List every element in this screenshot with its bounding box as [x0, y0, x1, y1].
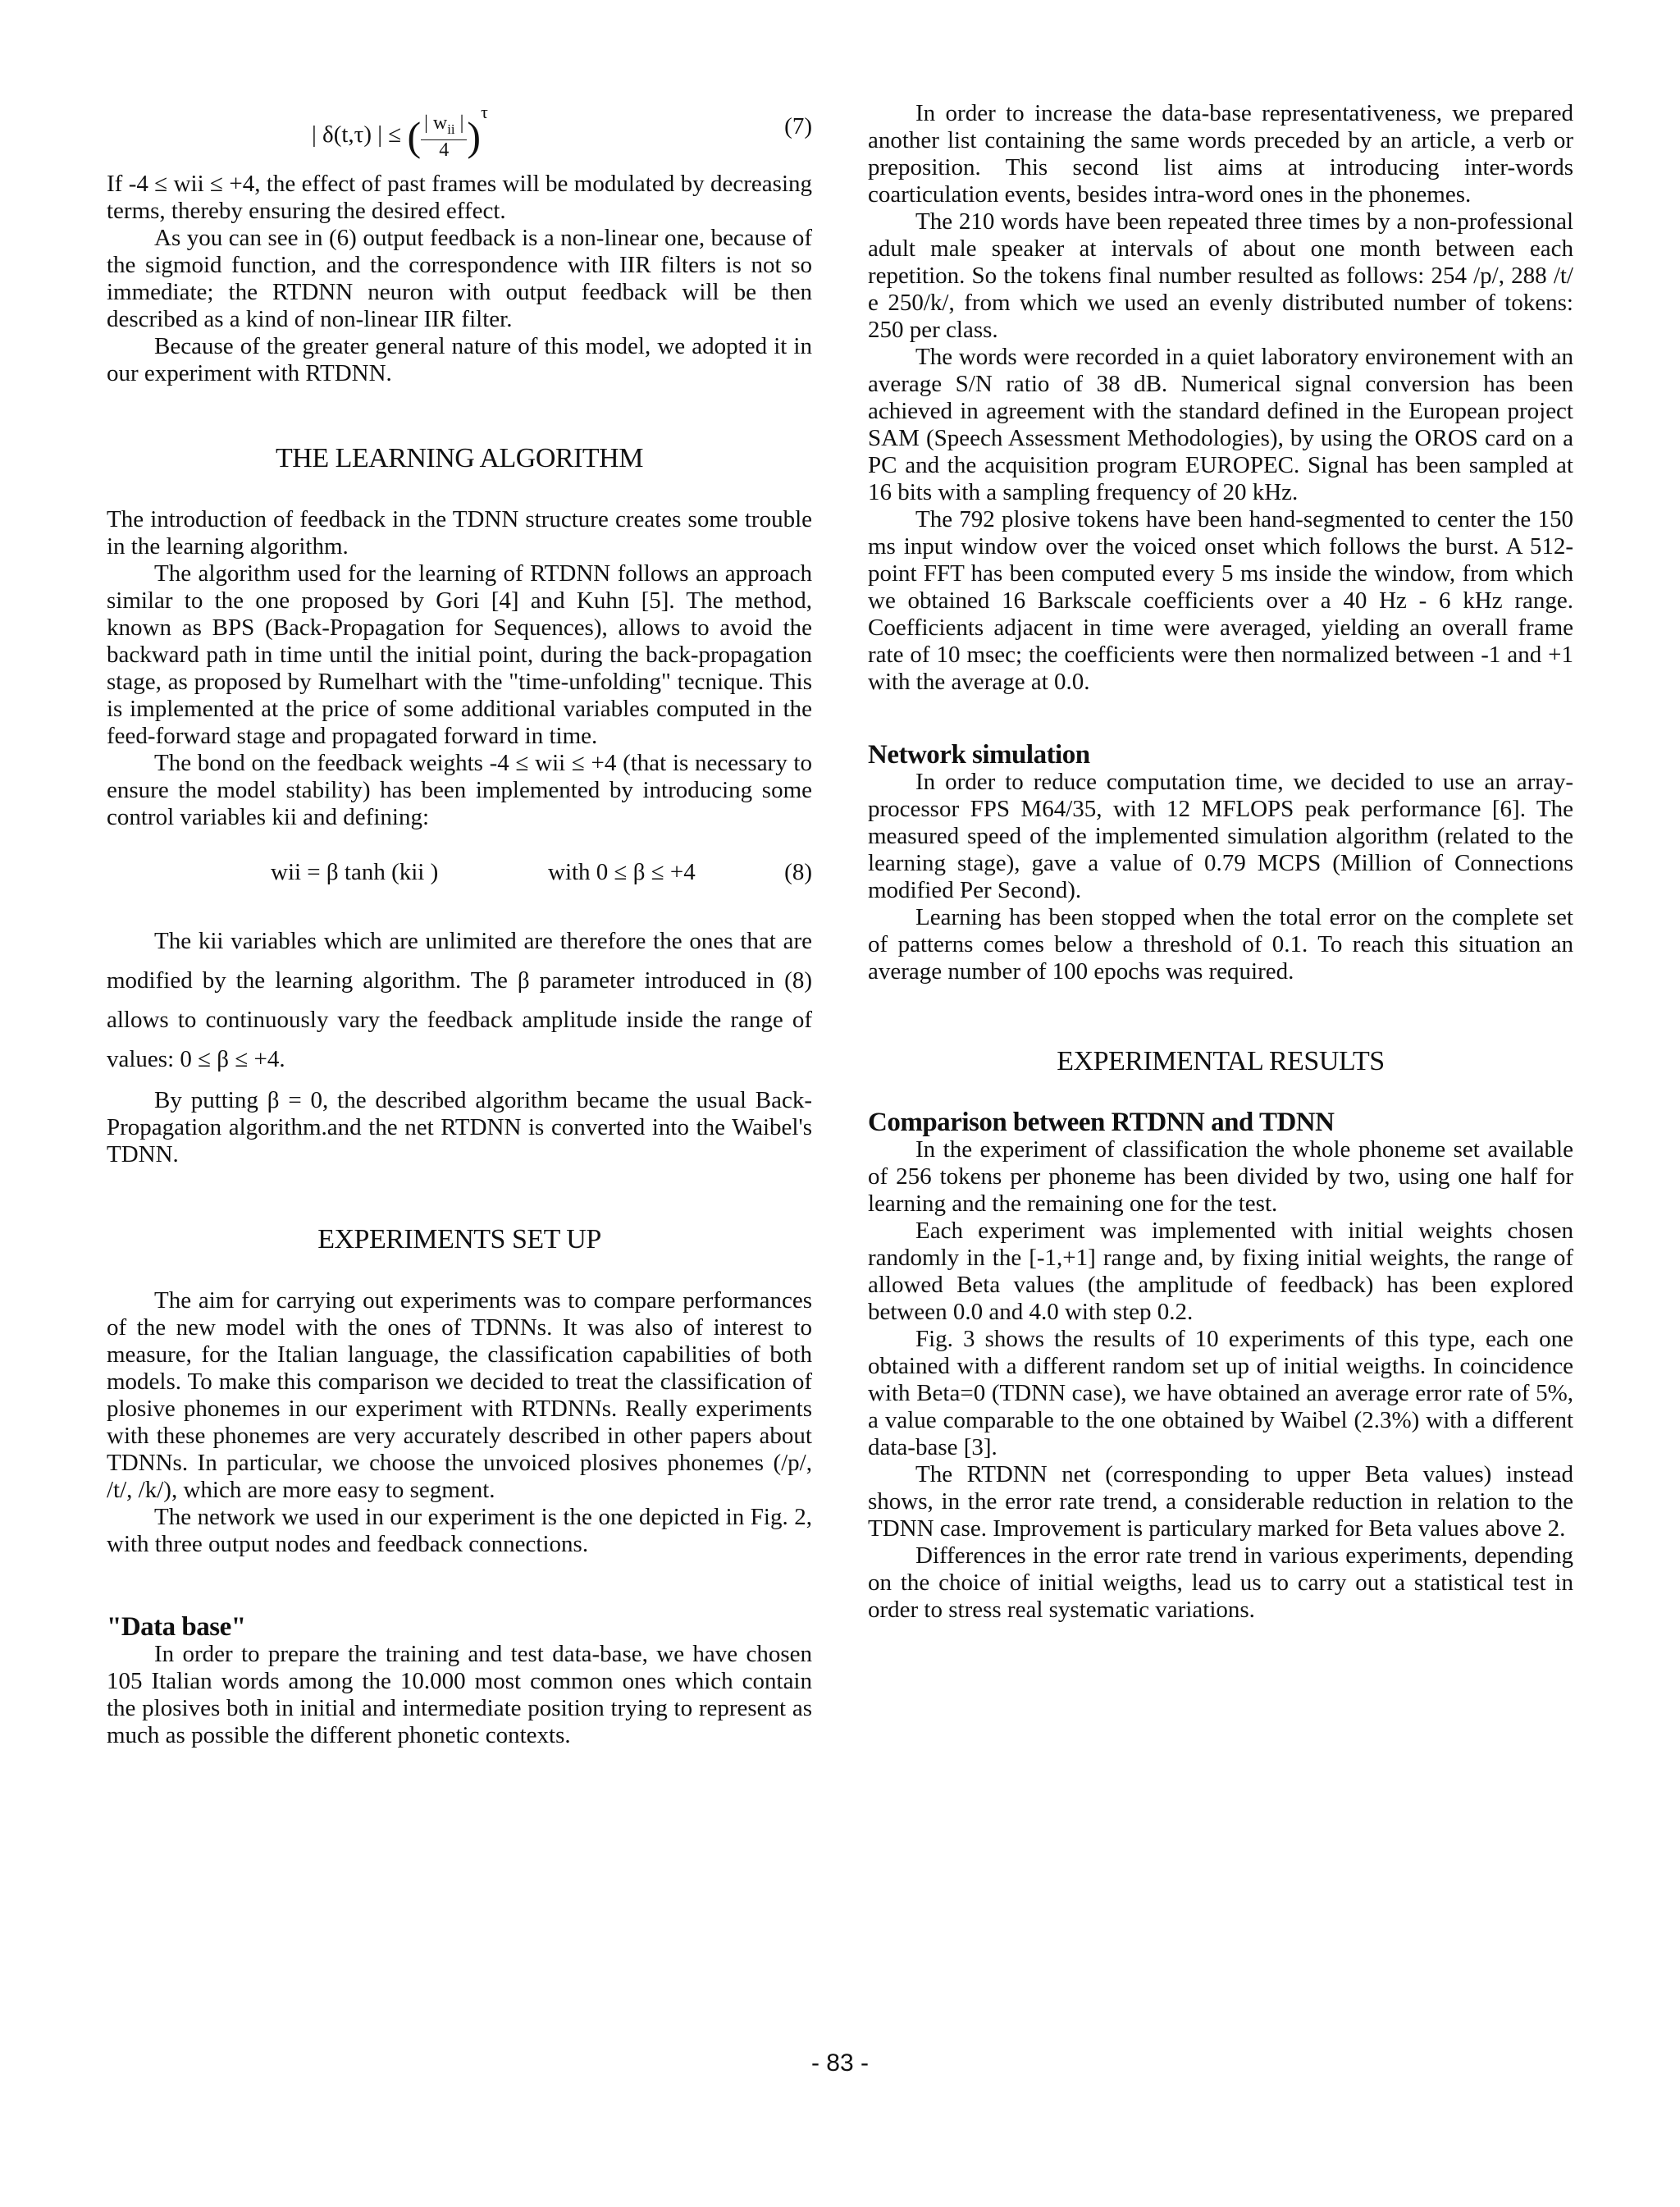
paragraph: The words were recorded in a quiet laboratory environement with an average S/N ratio of 38 dB. Numerical signal conversion has been achieved in agreement with the standard defined in the European project SAM (Speech Assessment Methodologies), by using the OROS card on a PC and the acquisition program EUROPEC. Signal has been sampled at 16 bits with a sampling frequency of 20 kHz. — [868, 344, 1573, 505]
right-column — [868, 100, 1573, 1624]
paragraph: Fig. 3 shows the results of 10 experiments of this type, each one obtained with a different random set up of initial weigths. In coincidence with Beta=0 (TDNN case), we have obtained an average error rate of 5%, a value comparable to the one obtained by Waibel (2.3%) with a different data-base [3]. — [868, 1326, 1573, 1460]
paragraph: As you can see in (6) output feedback is a non-linear one, because of the sigmoid function, and the correspondence with IIR filters is not so immediate; the RTDNN neuron with output feedback will be then described as a kind of non-linear IIR filter. — [107, 225, 812, 332]
equation-7-body: | δ(t,τ) | ≤ ( $\frac{| w_{ii} |}{4}$ )$^\tau$ — [312, 103, 488, 161]
paragraph: The 210 words have been repeated three times by a non-professional adult male speaker at intervals of about one month between each repetition. So the tokens final number resulted as follows: 254 /p/, 288 /t/ e 250/k/, from which we used an evenly distributed number of tokens: 250 per class. — [868, 208, 1573, 343]
equation-8-number: (8) — [784, 859, 812, 885]
paragraph: The RTDNN net (corresponding to upper Beta values) instead shows, in the error rate trend, a considerable reduction in relation to the TDNN case. Improvement is particulary marked for Beta values above 2. — [868, 1461, 1573, 1542]
equation-7 — [107, 98, 812, 161]
subsection-heading-database: "Data base" — [107, 1612, 246, 1642]
equation-7-number: (7) — [784, 113, 812, 139]
section-heading-experiments: EXPERIMENTS SET UP — [317, 1224, 601, 1254]
paragraph: If -4 ≤ wii ≤ +4, the effect of past frames will be modulated by decreasing terms, thereby ensuring the desired effect. — [107, 171, 812, 224]
paragraph: The bond on the feedback weights -4 ≤ wii ≤ +4 (that is necessary to ensure the model stability) has been implemented by introducing some control variables kii and defining: — [107, 750, 812, 830]
paragraph: In order to prepare the training and test data-base, we have chosen 105 Italian words among the 10.000 most common ones which contain the plosives both in initial and intermediate position trying to represent as much as possible the different phonetic contexts. — [107, 1641, 812, 1748]
paragraph: Learning has been stopped when the total error on the complete set of patterns comes below a threshold of 0.1. To reach this situation an average number of 100 epochs was required. — [868, 904, 1573, 985]
paragraph: The network we used in our experiment is the one depicted in Fig. 2, with three output nodes and feedback connections. — [107, 1504, 812, 1557]
equation-7-lhs: | δ(t,τ) | ≤ — [312, 121, 402, 149]
section-heading-results: EXPERIMENTAL RESULTS — [1057, 1046, 1385, 1076]
equation-8 — [107, 848, 812, 897]
section-heading-learning: THE LEARNING ALGORITHM — [276, 443, 643, 473]
equation-7-fraction: $\frac{| w_{ii} |}{4}$ — [421, 113, 467, 160]
paragraph: The aim for carrying out experiments was to compare performances of the new model with the ones of TDNNs. It was also of interest to measure, for the Italian language, the classification capabilities of both models. To make this comparison we decided to treat the classification of plosive phonemes in our experiment with RTDNNs. Really experiments with these phonemes are very accurately described in other papers about TDNNs. In particular, we choose the unvoiced plosives phonemes (/p/, /t/, /k/), which are more easy to segment. — [107, 1287, 812, 1503]
left-column — [107, 98, 812, 1749]
paragraph: By putting β = 0, the described algorithm became the usual Back-Propagation algorithm.and the net RTDNN is converted into the Waibel's TDNN. — [107, 1087, 812, 1167]
paragraph: Each experiment was implemented with initial weights chosen randomly in the [-1,+1] range and, by fixing initial weights, the range of allowed Beta values (the amplitude of feedback) has been explored between 0.0 and 4.0 with step 0.2. — [868, 1218, 1573, 1325]
paragraph: In order to increase the data-base representativeness, we prepared another list containing the same words preceded by an article, a verb or preposition. This second list aims at introducing inter-words coarticulation events, besides intra-word ones in the phonemes. — [868, 100, 1573, 208]
equation-8-lhs: wii = β tanh (kii ) — [271, 859, 439, 885]
equation-8-condition: with 0 ≤ β ≤ +4 — [548, 859, 696, 885]
paragraph: The algorithm used for the learning of RTDNN follows an approach similar to the one proposed by Gori [4] and Kuhn [5]. The method, known as BPS (Back-Propagation for Sequences), allows to avoid the backward path in time until the initial point, during the back-propagation stage, as proposed by Rumelhart with the "time-unfolding" tecnique. This is implemented at the price of some additional variables computed in the feed-forward stage and propagated forward in time. — [107, 560, 812, 749]
page-number: - 83 - — [810, 2049, 870, 2077]
subsection-heading-network: Network simulation — [868, 740, 1090, 770]
paragraph: In the experiment of classification the whole phoneme set available of 256 tokens per phoneme has been divided by two, using one half for learning and the remaining one for the test. — [868, 1136, 1573, 1217]
paragraph: The 792 plosive tokens have been hand-segmented to center the 150 ms input window over the voiced onset which follows the burst. A 512-point FFT has been computed every 5 ms inside the window, from which we obtained 16 Barkscale coefficients over a 40 Hz - 6 kHz range. Coefficients adjacent in time were averaged, yielding an overall frame rate of 10 msec; the coefficients were then normalized between -1 and +1 with the average at 0.0. — [868, 506, 1573, 695]
paragraph: The introduction of feedback in the TDNN structure creates some trouble in the learning algorithm. — [107, 506, 812, 560]
subsection-heading-comparison: Comparison between RTDNN and TDNN — [868, 1108, 1335, 1137]
paragraph: Differences in the error rate trend in various experiments, depending on the choice of initial weigths, lead us to carry out a statistical test in order to stress real systematic variations. — [868, 1542, 1573, 1623]
paragraph: In order to reduce computation time, we decided to use an array-processor FPS M64/35, with 12 MFLOPS peak performance [6]. The measured speed of the implemented simulation algorithm (related to the learning stage), gave a value of 0.79 MCPS (Million of Connections modified Per Second). — [868, 769, 1573, 903]
paragraph: Because of the greater general nature of this model, we adopted it in our experiment with RTDNN. — [107, 333, 812, 386]
paragraph: The kii variables which are unlimited are therefore the ones that are modified by the learning algorithm. The β parameter introduced in (8) allows to continuously vary the feedback amplitude inside the range of values: 0 ≤ β ≤ +4. — [107, 928, 812, 1072]
